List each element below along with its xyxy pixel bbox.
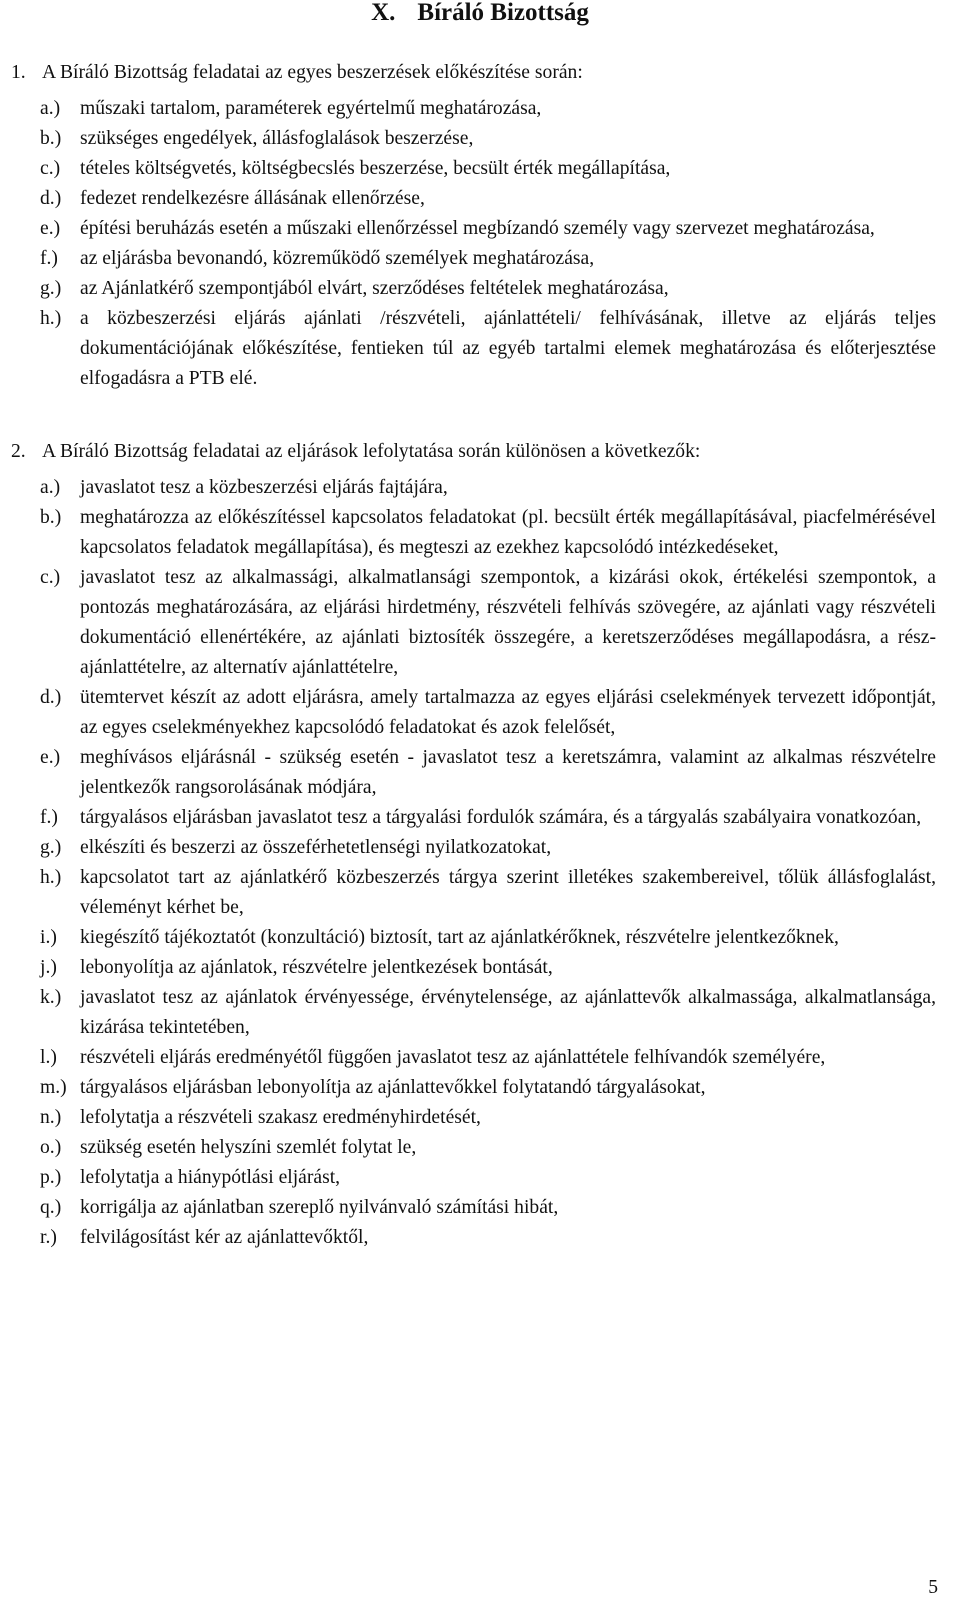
item-text: elkészíti és beszerzi az összeférhetetlenségi nyilatkozatokat, bbox=[80, 837, 552, 858]
list-item bbox=[0, 803, 960, 833]
list-item bbox=[0, 1043, 960, 1073]
list-item bbox=[0, 1223, 960, 1253]
item-label: h.) bbox=[40, 867, 62, 888]
item-label: a.) bbox=[40, 98, 61, 119]
list-item bbox=[0, 833, 960, 863]
section-1-list bbox=[0, 94, 960, 394]
item-text: javaslatot tesz az ajánlatok érvényessége, érvénytelensége, az ajánlattevők alkalmassága, alkalmatlansága, kizárása tekintetében, bbox=[80, 987, 936, 1038]
list-item bbox=[0, 94, 960, 124]
item-text: tételes költségvetés, költségbecslés beszerzése, becsült érték megállapítása, bbox=[80, 158, 671, 179]
item-label: e.) bbox=[40, 218, 61, 239]
item-label: f.) bbox=[40, 248, 58, 269]
item-text: javaslatot tesz a közbeszerzési eljárás fajtájára, bbox=[80, 477, 448, 498]
item-label: d.) bbox=[40, 188, 62, 209]
item-text: műszaki tartalom, paraméterek egyértelmű meghatározása, bbox=[80, 98, 542, 119]
item-text: építési beruházás esetén a műszaki ellenőrzéssel megbízandó személy vagy szervezet meghatározása, bbox=[80, 218, 875, 239]
section-1 bbox=[0, 58, 960, 389]
section-2 bbox=[0, 437, 960, 1248]
item-text: lebonyolítja az ajánlatok, részvételre jelentkezések bontását, bbox=[80, 957, 553, 978]
item-text: kapcsolatot tart az ajánlatkérő közbeszerzés tárgya szerint illetékes szakembereivel, tőlük állásfoglalást, véleményt kérhet be, bbox=[80, 867, 936, 918]
list-item bbox=[0, 1133, 960, 1163]
item-label: c.) bbox=[40, 567, 61, 588]
section-1-heading bbox=[0, 58, 960, 88]
item-text: meghívásos eljárásnál - szükség esetén - javaslatot tesz a keretszámra, valamint az alkalmas részvételre jelentkezők rangsorolásának módjára, bbox=[80, 747, 936, 798]
item-text: meghatározza az előkészítéssel kapcsolatos feladatokat (pl. becsült érték megállapításával, piacfelmérésével kapcsolatos feladatok megállapítása), és megteszi az ezekhez kapcsolódó intézkedéseket, bbox=[80, 507, 936, 558]
list-item bbox=[0, 124, 960, 154]
item-text: szükség esetén helyszíni szemlét folytat le, bbox=[80, 1137, 417, 1158]
section-number: 1. bbox=[11, 62, 26, 83]
page-number: 5 bbox=[928, 1577, 938, 1598]
item-label: f.) bbox=[40, 807, 58, 828]
chapter-number: X. bbox=[371, 0, 396, 26]
item-label: d.) bbox=[40, 687, 62, 708]
item-label: r.) bbox=[40, 1227, 57, 1248]
item-text: felvilágosítást kér az ajánlattevőktől, bbox=[80, 1227, 369, 1248]
item-label: a.) bbox=[40, 477, 61, 498]
item-label: p.) bbox=[40, 1167, 62, 1188]
section-title: A Bíráló Bizottság feladatai az egyes beszerzések előkészítése során: bbox=[42, 62, 583, 83]
list-item bbox=[0, 1103, 960, 1133]
item-label: q.) bbox=[40, 1197, 62, 1218]
list-item bbox=[0, 503, 960, 563]
item-text: lefolytatja a hiánypótlási eljárást, bbox=[80, 1167, 341, 1188]
item-text: részvételi eljárás eredményétől függően javaslatot tesz az ajánlattétele felhívandók személyére, bbox=[80, 1047, 826, 1068]
item-label: n.) bbox=[40, 1107, 62, 1128]
list-item bbox=[0, 923, 960, 953]
list-item bbox=[0, 304, 960, 394]
list-item bbox=[0, 1163, 960, 1193]
item-label: j.) bbox=[40, 957, 57, 978]
item-text: az Ajánlatkérő szempontjából elvárt, szerződéses feltételek meghatározása, bbox=[80, 278, 669, 299]
item-text: ütemtervet készít az adott eljárásra, amely tartalmazza az egyes eljárási cselekmények tervezett időpontját, az egyes cselekményekhez kapcsolódó feladatokat és azok felelősét, bbox=[80, 687, 936, 738]
item-label: g.) bbox=[40, 278, 62, 299]
item-text: javaslatot tesz az alkalmassági, alkalmatlansági szempontok, a kizárási okok, értékelési szempontok, a pontozás meghatározására, az eljárási hirdetmény, részvételi felhívás szövegére, az ajánlati vagy részvételi dokumentáció ellenértékére, az ajánlati biztosíték összegére, a keretszerződéses megállapodásra, a rész-ajánlattételre, az alternatív ajánlattételre, bbox=[80, 567, 936, 678]
item-label: b.) bbox=[40, 507, 62, 528]
item-text: kiegészítő tájékoztatót (konzultáció) biztosít, tart az ajánlatkérőknek, részvételre jelentkezőknek, bbox=[80, 927, 839, 948]
item-text: szükséges engedélyek, állásfoglalások beszerzése, bbox=[80, 128, 474, 149]
list-item bbox=[0, 274, 960, 304]
list-item bbox=[0, 154, 960, 184]
item-label: e.) bbox=[40, 747, 61, 768]
list-item bbox=[0, 953, 960, 983]
item-text: tárgyalásos eljárásban javaslatot tesz a tárgyalási fordulók számára, és a tárgyalás szabályaira vonatkozóan, bbox=[80, 807, 922, 828]
section-number: 2. bbox=[11, 441, 26, 462]
item-text: a közbeszerzési eljárás ajánlati /részvételi, ajánlattételi/ felhívásának, illetve az eljárás teljes dokumentációjának előkészítése, fentieken túl az egyéb tartalmi elemek meghatározása és előterjesztése elfogadásra a PTB elé. bbox=[80, 308, 936, 389]
item-label: c.) bbox=[40, 158, 61, 179]
list-item bbox=[0, 563, 960, 683]
chapter-heading bbox=[0, 0, 960, 28]
list-item bbox=[0, 214, 960, 244]
item-label: i.) bbox=[40, 927, 57, 948]
list-item bbox=[0, 473, 960, 503]
item-text: tárgyalásos eljárásban lebonyolítja az ajánlattevőkkel folytatandó tárgyalásokat, bbox=[80, 1077, 706, 1098]
item-label: l.) bbox=[40, 1047, 57, 1068]
item-label: m.) bbox=[40, 1077, 67, 1098]
list-item bbox=[0, 743, 960, 803]
item-label: b.) bbox=[40, 128, 62, 149]
list-item bbox=[0, 244, 960, 274]
section-2-heading bbox=[0, 437, 960, 467]
list-item bbox=[0, 863, 960, 923]
list-item bbox=[0, 683, 960, 743]
section-2-list bbox=[0, 473, 960, 1253]
list-item bbox=[0, 1073, 960, 1103]
section-title: A Bíráló Bizottság feladatai az eljárások lefolytatása során különösen a következők: bbox=[42, 441, 701, 462]
item-text: fedezet rendelkezésre állásának ellenőrzése, bbox=[80, 188, 425, 209]
list-item bbox=[0, 1193, 960, 1223]
item-text: lefolytatja a részvételi szakasz eredményhirdetését, bbox=[80, 1107, 481, 1128]
list-item bbox=[0, 983, 960, 1043]
item-label: g.) bbox=[40, 837, 62, 858]
item-label: k.) bbox=[40, 987, 62, 1008]
item-text: korrigálja az ajánlatban szereplő nyilvánvaló számítási hibát, bbox=[80, 1197, 559, 1218]
list-item bbox=[0, 184, 960, 214]
item-text: az eljárásba bevonandó, közreműködő személyek meghatározása, bbox=[80, 248, 595, 269]
item-label: h.) bbox=[40, 308, 62, 329]
item-label: o.) bbox=[40, 1137, 62, 1158]
chapter-title: Bíráló Bizottság bbox=[417, 0, 589, 26]
